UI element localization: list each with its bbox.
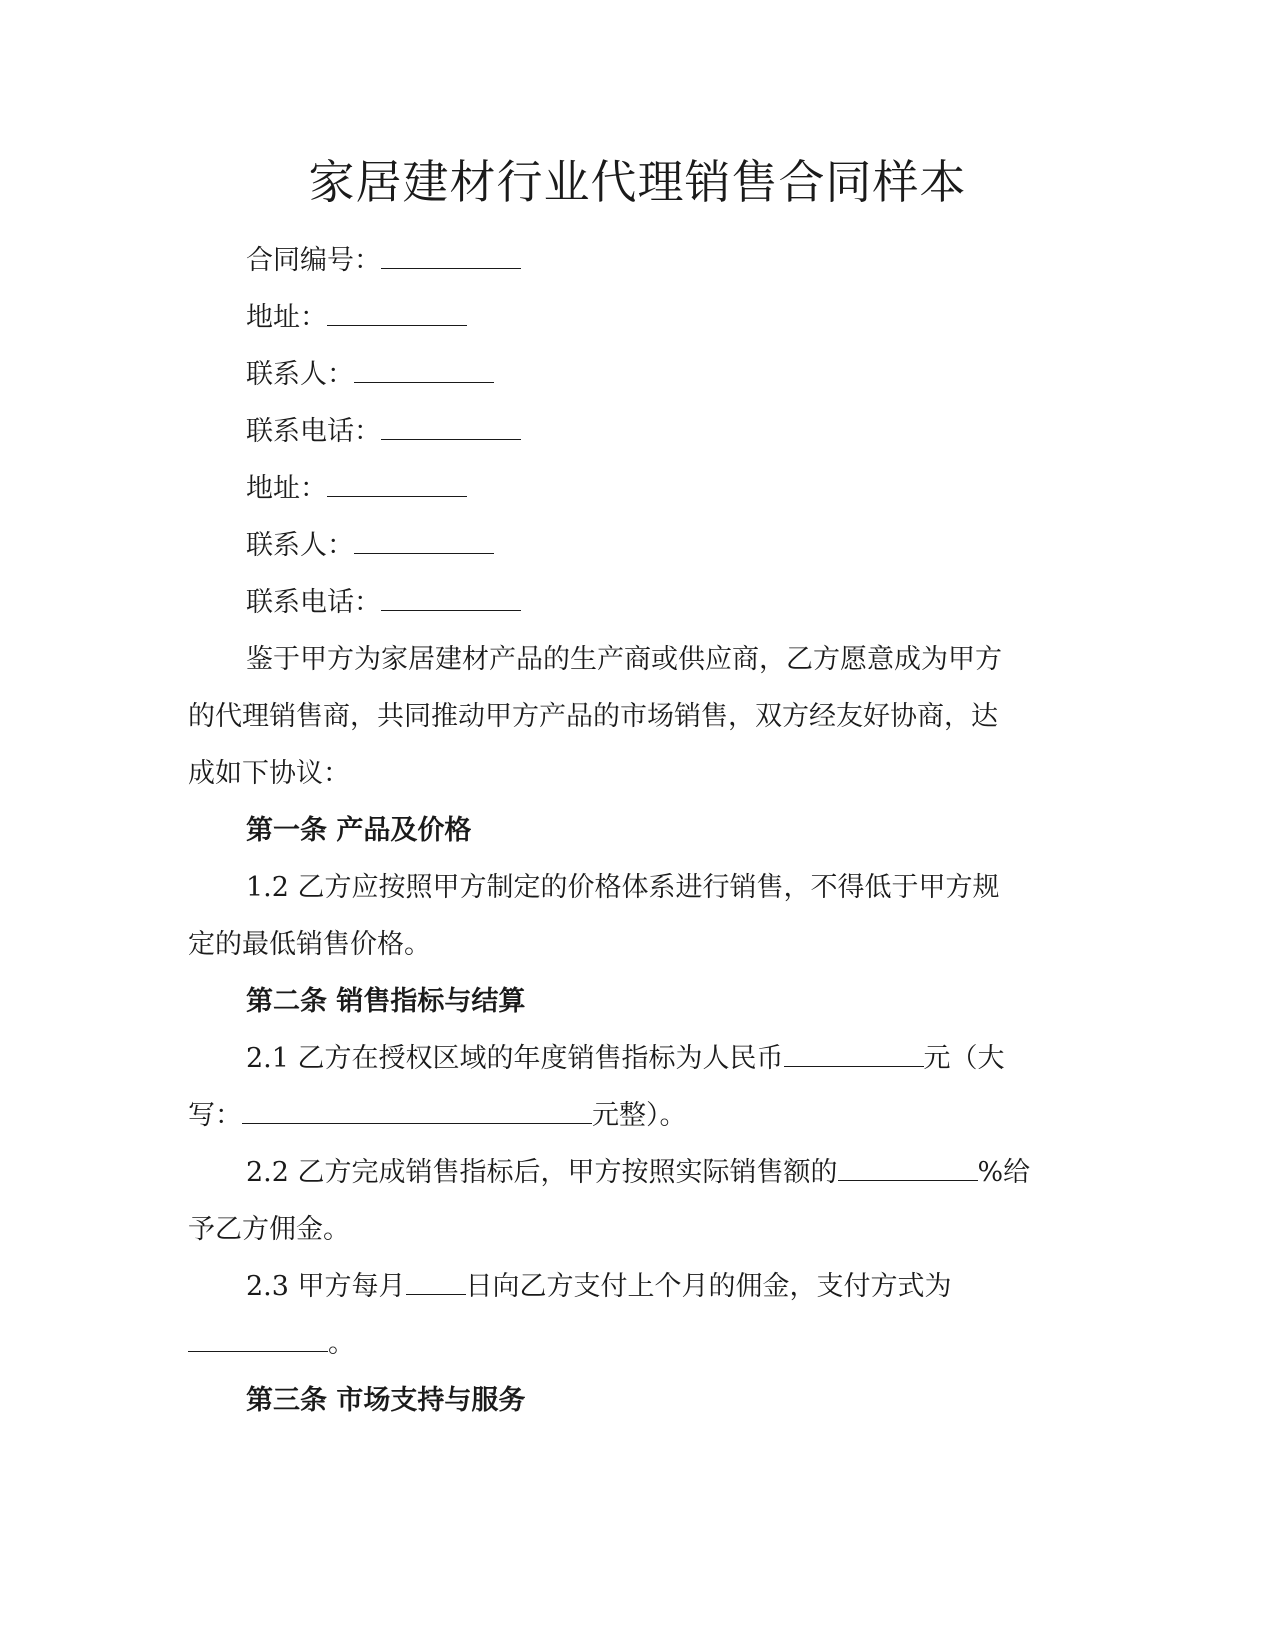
intro-paragraph-line: 鉴于甲方为家居建材产品的生产商或供应商，乙方愿意成为甲方 xyxy=(246,644,1002,675)
fill-blank xyxy=(381,238,521,269)
fill-blank xyxy=(838,1150,978,1181)
clause-1-2-line: 1.2 乙方应按照甲方制定的价格体系进行销售，不得低于甲方规 xyxy=(246,872,1000,903)
field-address xyxy=(188,460,1078,517)
fill-blank xyxy=(242,1093,592,1124)
field-label: 地址： xyxy=(246,302,327,333)
clause-text: 元整）。 xyxy=(592,1100,687,1131)
document-body xyxy=(188,232,1078,1429)
field-label: 联系人： xyxy=(246,359,354,390)
clause-2-1-line xyxy=(188,1030,1078,1087)
clause-1-2-line: 定的最低销售价格。 xyxy=(188,929,431,960)
field-contact-phone xyxy=(188,403,1078,460)
fill-blank xyxy=(354,352,494,383)
fill-blank xyxy=(784,1036,924,1067)
clause-text: 2.2 乙方完成销售指标后，甲方按照实际销售额的 xyxy=(246,1157,838,1188)
clause-text: 2.3 甲方每月 xyxy=(246,1271,406,1302)
clause-text: 元（大 xyxy=(923,1043,1005,1074)
fill-blank xyxy=(327,295,467,326)
field-label: 联系人： xyxy=(246,530,354,561)
clause-2-3-line xyxy=(188,1258,1078,1315)
clause-text: 写： xyxy=(188,1100,242,1131)
field-address xyxy=(188,289,1078,346)
intro-paragraph-line: 的代理销售商，共同推动甲方产品的市场销售，双方经友好协商，达 xyxy=(188,701,998,732)
fill-blank xyxy=(188,1321,328,1352)
fill-blank xyxy=(381,580,521,611)
clause-text: %给 xyxy=(977,1157,1031,1188)
field-label: 联系电话： xyxy=(246,416,381,447)
clause-2-2-line xyxy=(188,1144,1078,1201)
fill-blank xyxy=(381,409,521,440)
article-1-heading: 第一条 产品及价格 xyxy=(246,815,472,846)
field-contract-number xyxy=(188,232,1078,289)
field-label: 合同编号： xyxy=(246,245,381,276)
clause-text: 2.1 乙方在授权区域的年度销售指标为人民币 xyxy=(246,1043,784,1074)
field-contact-person xyxy=(188,517,1078,574)
fill-blank xyxy=(327,466,467,497)
article-3-heading: 第三条 市场支持与服务 xyxy=(246,1385,526,1416)
field-label: 联系电话： xyxy=(246,587,381,618)
document-title: 家居建材行业代理销售合同样本 xyxy=(308,155,967,209)
article-2-heading: 第二条 销售指标与结算 xyxy=(246,986,526,1017)
clause-2-1-line xyxy=(188,1087,1078,1144)
field-contact-person xyxy=(188,346,1078,403)
fill-blank xyxy=(354,523,494,554)
clause-text: 。 xyxy=(328,1328,355,1359)
intro-paragraph-line: 成如下协议： xyxy=(188,758,350,789)
field-label: 地址： xyxy=(246,473,327,504)
clause-2-2-line: 予乙方佣金。 xyxy=(188,1214,350,1245)
clause-text: 日向乙方支付上个月的佣金，支付方式为 xyxy=(465,1271,952,1302)
clause-2-3-line xyxy=(188,1315,1078,1372)
fill-blank xyxy=(406,1264,466,1295)
field-contact-phone xyxy=(188,574,1078,631)
